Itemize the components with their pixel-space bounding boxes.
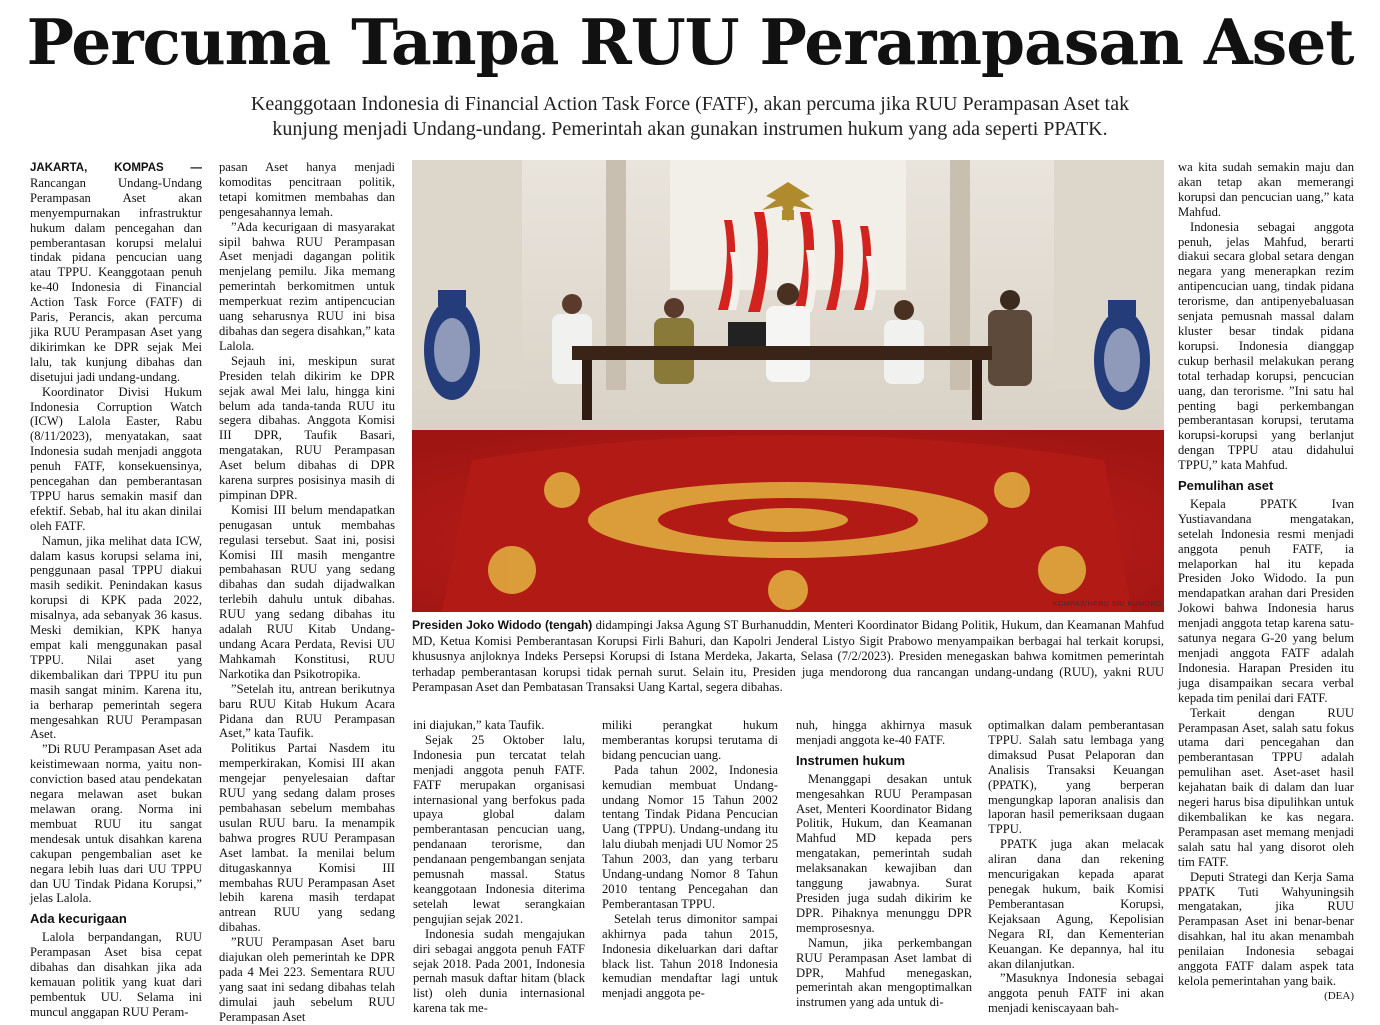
article-column-7 (1178, 160, 1354, 1010)
subheading: Ada kecurigaan (30, 911, 127, 927)
paragraph: wa kita sudah semakin maju dan akan tetap akan memerangi korupsi dan pencucian uang,” kata Mahfud. (1178, 160, 1354, 219)
paragraph: Sejauh ini, meskipun surat Presiden telah dikirim ke DPR sejak awal Mei lalu, hingga kini belum ada tanda-tanda RUU itu segera dibahas. Anggota Komisi III DPR, Taufik Basari, mengatakan, RUU Perampasan Aset belum dibahas di DPR karena surpres posisinya masih di pimpinan DPR. (219, 353, 395, 502)
paragraph: Kepala PPATK Ivan Yustiavandana mengatakan, setelah Indonesia resmi menjadi anggota penuh FATF, ia melaporkan hal itu kepada Presiden Joko Widodo. Ia pun mendapatkan arahan dari Presiden Jokowi bahwa Indonesia harus menjadi anggota tetap karena satu-satunya negara G-20 yang belum menjadi anggota FATF adalah Indonesia. Harapan Presiden itu juga disampaikan secara verbal kepada tim penilai dari FATF. (1178, 496, 1354, 705)
headline: Percuma Tanpa RUU Perampasan Aset (26, 5, 1354, 79)
deck-line: kunjung menjadi Undang-undang. Pemerintah akan gunakan instrumen hukum yang ada seperti PPATK. (272, 118, 1108, 140)
paragraph: Koordinator Divisi Hukum Indonesia Corruption Watch (ICW) Lalola Easter, Rabu (8/11/2023), menyatakan, saat Indonesia sudah menjadi anggota penuh FATF, konsekuensinya, pencegahan dan pemberantasan TPPU harus semakin masif dan efektif. Sebab, hal itu akan dinilai oleh FATF. (30, 384, 202, 533)
news-photo (412, 160, 1164, 612)
news-photo-illustration (412, 160, 1164, 612)
subheading: Pemulihan aset (1178, 478, 1274, 494)
dateline: JAKARTA, KOMPAS — (30, 162, 202, 174)
paragraph: ”Di RUU Perampasan Aset ada keistimewaan norma, yaitu non-conviction based atau pendekatan negara melawan aset bukan melawan orang. Norma ini membuat RUU itu sangat mendesak untuk disahkan karena cakupan pengembalian aset ke negara lebih luas dari UU TPPU dan UU Tindak Pidana Korupsi,” jelas Lalola. (30, 742, 202, 906)
paragraph: optimalkan dalam pemberantasan TPPU. Salah satu lembaga yang dimaksud Pusat Pelaporan dan Analisis Transaksi Keuangan (PPATK), yang berperan mengungkap laporan analisis dan laporan hasil pemeriksaan dugaan TPPU. (988, 718, 1164, 837)
paragraph: pasan Aset hanya menjadi komoditas pencitraan politik, tetapi komitmen membahas dan pengesahannya lemah. (219, 160, 395, 219)
paragraph: Pada tahun 2002, Indonesia kemudian membuat Undang-undang Nomor 15 Tahun 2002 tentang Tindak Pidana Pencucian Uang (TPPU). Undang-undang itu lalu diubah menjadi UU Nomor 25 Tahun 2003, dan yang terbaru Undang-undang Nomor 8 Tahun 2010 tentang Pencegahan dan Pemberantasan TPPU. (602, 762, 778, 911)
paragraph: Setelah terus dimonitor sampai akhirnya pada tahun 2015, Indonesia dikeluarkan dari daftar black list. Tahun 2018 Indonesia kemudian mendaftar lagi untuk menjadi anggota pe- (602, 911, 778, 1001)
article-column-2 (219, 160, 395, 1024)
author-signoff: (DEA) (1324, 989, 1354, 1002)
caption-lead: Presiden Joko Widodo (tengah) (412, 618, 593, 632)
article-column-4 (602, 718, 778, 1010)
paragraph: Menanggapi desakan untuk mengesahkan RUU Perampasan Aset, Menteri Koordinator Bidang Politik, Hukum, dan Keamanan Mahfud MD kepada pers mengatakan, pemerintah sudah melaksanakan kewajiban dan tanggung jawabnya. Surat Presiden juga sudah dikirim ke DPR. Pihaknya menunggu DPR memprosesnya. (796, 771, 972, 935)
paragraph: ini diajukan,” kata Taufik. (413, 718, 545, 732)
paragraph: Namun, jika melihat data ICW, dalam kasus korupsi selama ini, penggunaan pasal TPPU diakui masih sedikit. Penindakan kasus korupsi di KPK pada 2022, misalnya, ada sebanyak 36 kasus. Meski demikian, KPK hanya empat kali menggunakan pasal TPPU. Nilai aset yang dikembalikan dari TPPU itu pun masih sangat minim. Karena itu, ia berharap pemerintah segera mengesahkan RUU Perampasan Aset. (30, 533, 202, 742)
deck (90, 92, 1290, 142)
article-column-3 (413, 718, 585, 1016)
paragraph: Politikus Partai Nasdem itu memperkirakan, Komisi III akan mengejar penyelesaian daftar RUU yang sedang dalam proses pembahasan sebelum membahas usulan RUU baru. Ia menampik bahwa progres RUU Perampasan Aset lambat. Ia menilai belum ditugaskannya Komisi III membahas RUU Perampasan Aset lebih karena masih terdapat antrean RUU yang sedang dibahas. (219, 741, 395, 935)
deck-line: Keanggotaan Indonesia di Financial Action Task Force (FATF), akan percuma jika RUU Perampasan Aset tak (250, 93, 1130, 115)
article-column-5 (796, 718, 972, 1010)
article-column-1 (30, 160, 202, 1019)
paragraph: Lalola berpandangan, RUU Perampasan Aset bisa cepat dibahas dan disahkan jika ada kemauan politik yang kuat dari pembentuk UU. Selama ini muncul anggapan RUU Peram- (30, 930, 202, 1019)
paragraph: Indonesia sebagai anggota penuh, jelas Mahfud, berarti diakui secara global setara dengan negara yang menerapkan rezim antipencucian uang, tindak pidana terorisme, dan antipenyebaluasan senjata pemusnah massal dalam kluster besar tindak pidana korupsi. Indonesia dianggap cukup berhasil melakukan perang total terhadap korupsi, pencucian uang, dan terorisme. ”Ini satu hal penting bagi perkembangan pemberantasan korupsi, terutama korupsi-korupsi yang berlanjut dengan TPPU atau didahului TPPU,” kata Mahfud. (1178, 219, 1354, 473)
article-column-6 (988, 718, 1164, 1016)
paragraph: nuh, hingga akhirnya masuk menjadi anggota ke-40 FATF. (796, 718, 972, 747)
paragraph: ”RUU Perampasan Aset baru diajukan oleh pemerintah ke DPR pada 4 Mei 223. Sementara RUU yang saat ini sedang dibahas telah dimulai jauh sebelum RUU Perampasan Aset (219, 935, 395, 1024)
paragraph: PPATK juga akan melacak aliran dana dan rekening mencurigakan kepada aparat penegak hukum, baik Komisi Pemberantasan Korupsi, Kejaksaan Agung, Kepolisian Negara RI, dan Kementerian Keuangan. Ke depannya, hal itu akan dilanjutkan. (988, 837, 1164, 971)
photo-caption (412, 618, 1164, 696)
paragraph: ”Ada kecurigaan di masyarakat sipil bahwa RUU Perampasan Aset menjadi dagangan politik menjelang pemilu. Jika memang pemerintah berkomitmen untuk memperkuat rezim antipencucian uang seharusnya RUU ini bisa dibahas dan segera disahkan,” kata Lalola. (219, 219, 395, 353)
paragraph: Indonesia sudah mengajukan diri sebagai anggota penuh FATF sejak 2018. Pada 2001, Indonesia pernah masuk daftar hitam (black list) oleh dunia internasional karena tak me- (413, 926, 585, 1016)
paragraph-text: Rancangan Undang-Undang Perampasan Aset akan menyempurnakan infrastruktur hukum dalam pencegahan dan pemberantasan korupsi melalui tindak pidana pencucian uang atau TPPU. Keanggotaan penuh ke-40 Indonesia di Financial Action Task Force (FATF) di Paris, Perancis, akan percuma jika RUU Perampasan Aset yang dikirimkan ke DPR sejak Mei lalu, tak kunjung dibahas dan disetujui jadi undang-undang. (30, 175, 202, 384)
photo-credit: KOMPAS/HERU SRI KUMORO (1052, 601, 1162, 608)
paragraph: Terkait dengan RUU Perampasan Aset, salah satu fokus utama dari pencegahan dan pemberantasan TPPU adalah pemulihan aset. Aset-aset hasil kejahatan baik di dalam dan luar negeri harus bisa dipulihkan untuk dikembalikan ke kas negara. Perampasan aset memang menjadi salah satu hal yang disorot oleh tim FATF. (1178, 705, 1354, 869)
paragraph: Komisi III belum mendapatkan penugasan untuk membahas regulasi tersebut. Saat ini, posisi Komisi III masih mengantre pembahasan RUU yang sedang dibahas dan sudah dijadwalkan terlebih dahulu untuk dibahas. RUU yang sedang dibahas itu adalah RUU Kitab Undang-undang Acara Perdata, Revisi UU Mahkamah Konstitusi, RUU Narkotika dan Psikotropika. (219, 502, 395, 681)
subheading: Instrumen hukum (796, 752, 906, 768)
paragraph: ”Setelah itu, antrean berikutnya baru RUU Kitab Hukum Acara Pidana dan RUU Perampasan Aset,” kata Taufik. (219, 681, 395, 741)
paragraph: ”Masuknya Indonesia sebagai anggota penuh FATF ini akan menjadi keniscayaan bah- (988, 971, 1164, 1016)
paragraph: Sejak 25 Oktober lalu, Indonesia pun tercatat telah menjadi anggota penuh FATF. FATF merupakan organisasi internasional yang berfokus pada upaya global dalam pemberantasan pencucian uang, pendanaan terorisme, dan pendanaan pengembangan senjata pemusnah massal. Status keanggotaan Indonesia diterima setelah lewat serangkaian pengujian sejak 2021. (413, 732, 585, 926)
caption-text: didampingi Jaksa Agung ST Burhanuddin, Menteri Koordinator Bidang Politik, Hukum, dan Keamanan Mahfud MD, Ketua Komisi Pemberantasan Korupsi Firli Bahuri, dan Kapolri Jenderal Listyo Sigit Prabowo menyampaikan berbagai hal terkait korupsi, khususnya anjloknya Indeks Persepsi Korupsi di Istana Merdeka, Jakarta, Selasa (7/2/2023). Presiden menegaskan bahwa komitmen pemerintah terhadap pemberantasan korupsi tidak pernah surut. Selain itu, Presiden juga mendorong dua rancangan undang-undang (RUU), yakni RUU Perampasan Aset dan Pembatasan Transaksi Uang Kartal, segera dibahas. (412, 618, 1164, 694)
paragraph: Deputi Strategi dan Kerja Sama PPATK Tuti Wahyuningsih mengatakan, jika RUU Perampasan Aset ini benar-benar disahkan, hal itu akan menambah penilaian Indonesia sebagai anggota FATF dalam aspek tata kelola pemerintahan yang baik. (DEA) (1178, 869, 1354, 1002)
paragraph: Namun, jika perkembangan RUU Perampasan Aset lambat di DPR, Mahfud menegaskan, pemerintah akan mengoptimalkan instrumen yang ada untuk di- (796, 935, 972, 1010)
paragraph: miliki perangkat hukum memberantas korupsi terutama di bidang pencucian uang. (602, 718, 778, 762)
paragraph (30, 160, 202, 385)
